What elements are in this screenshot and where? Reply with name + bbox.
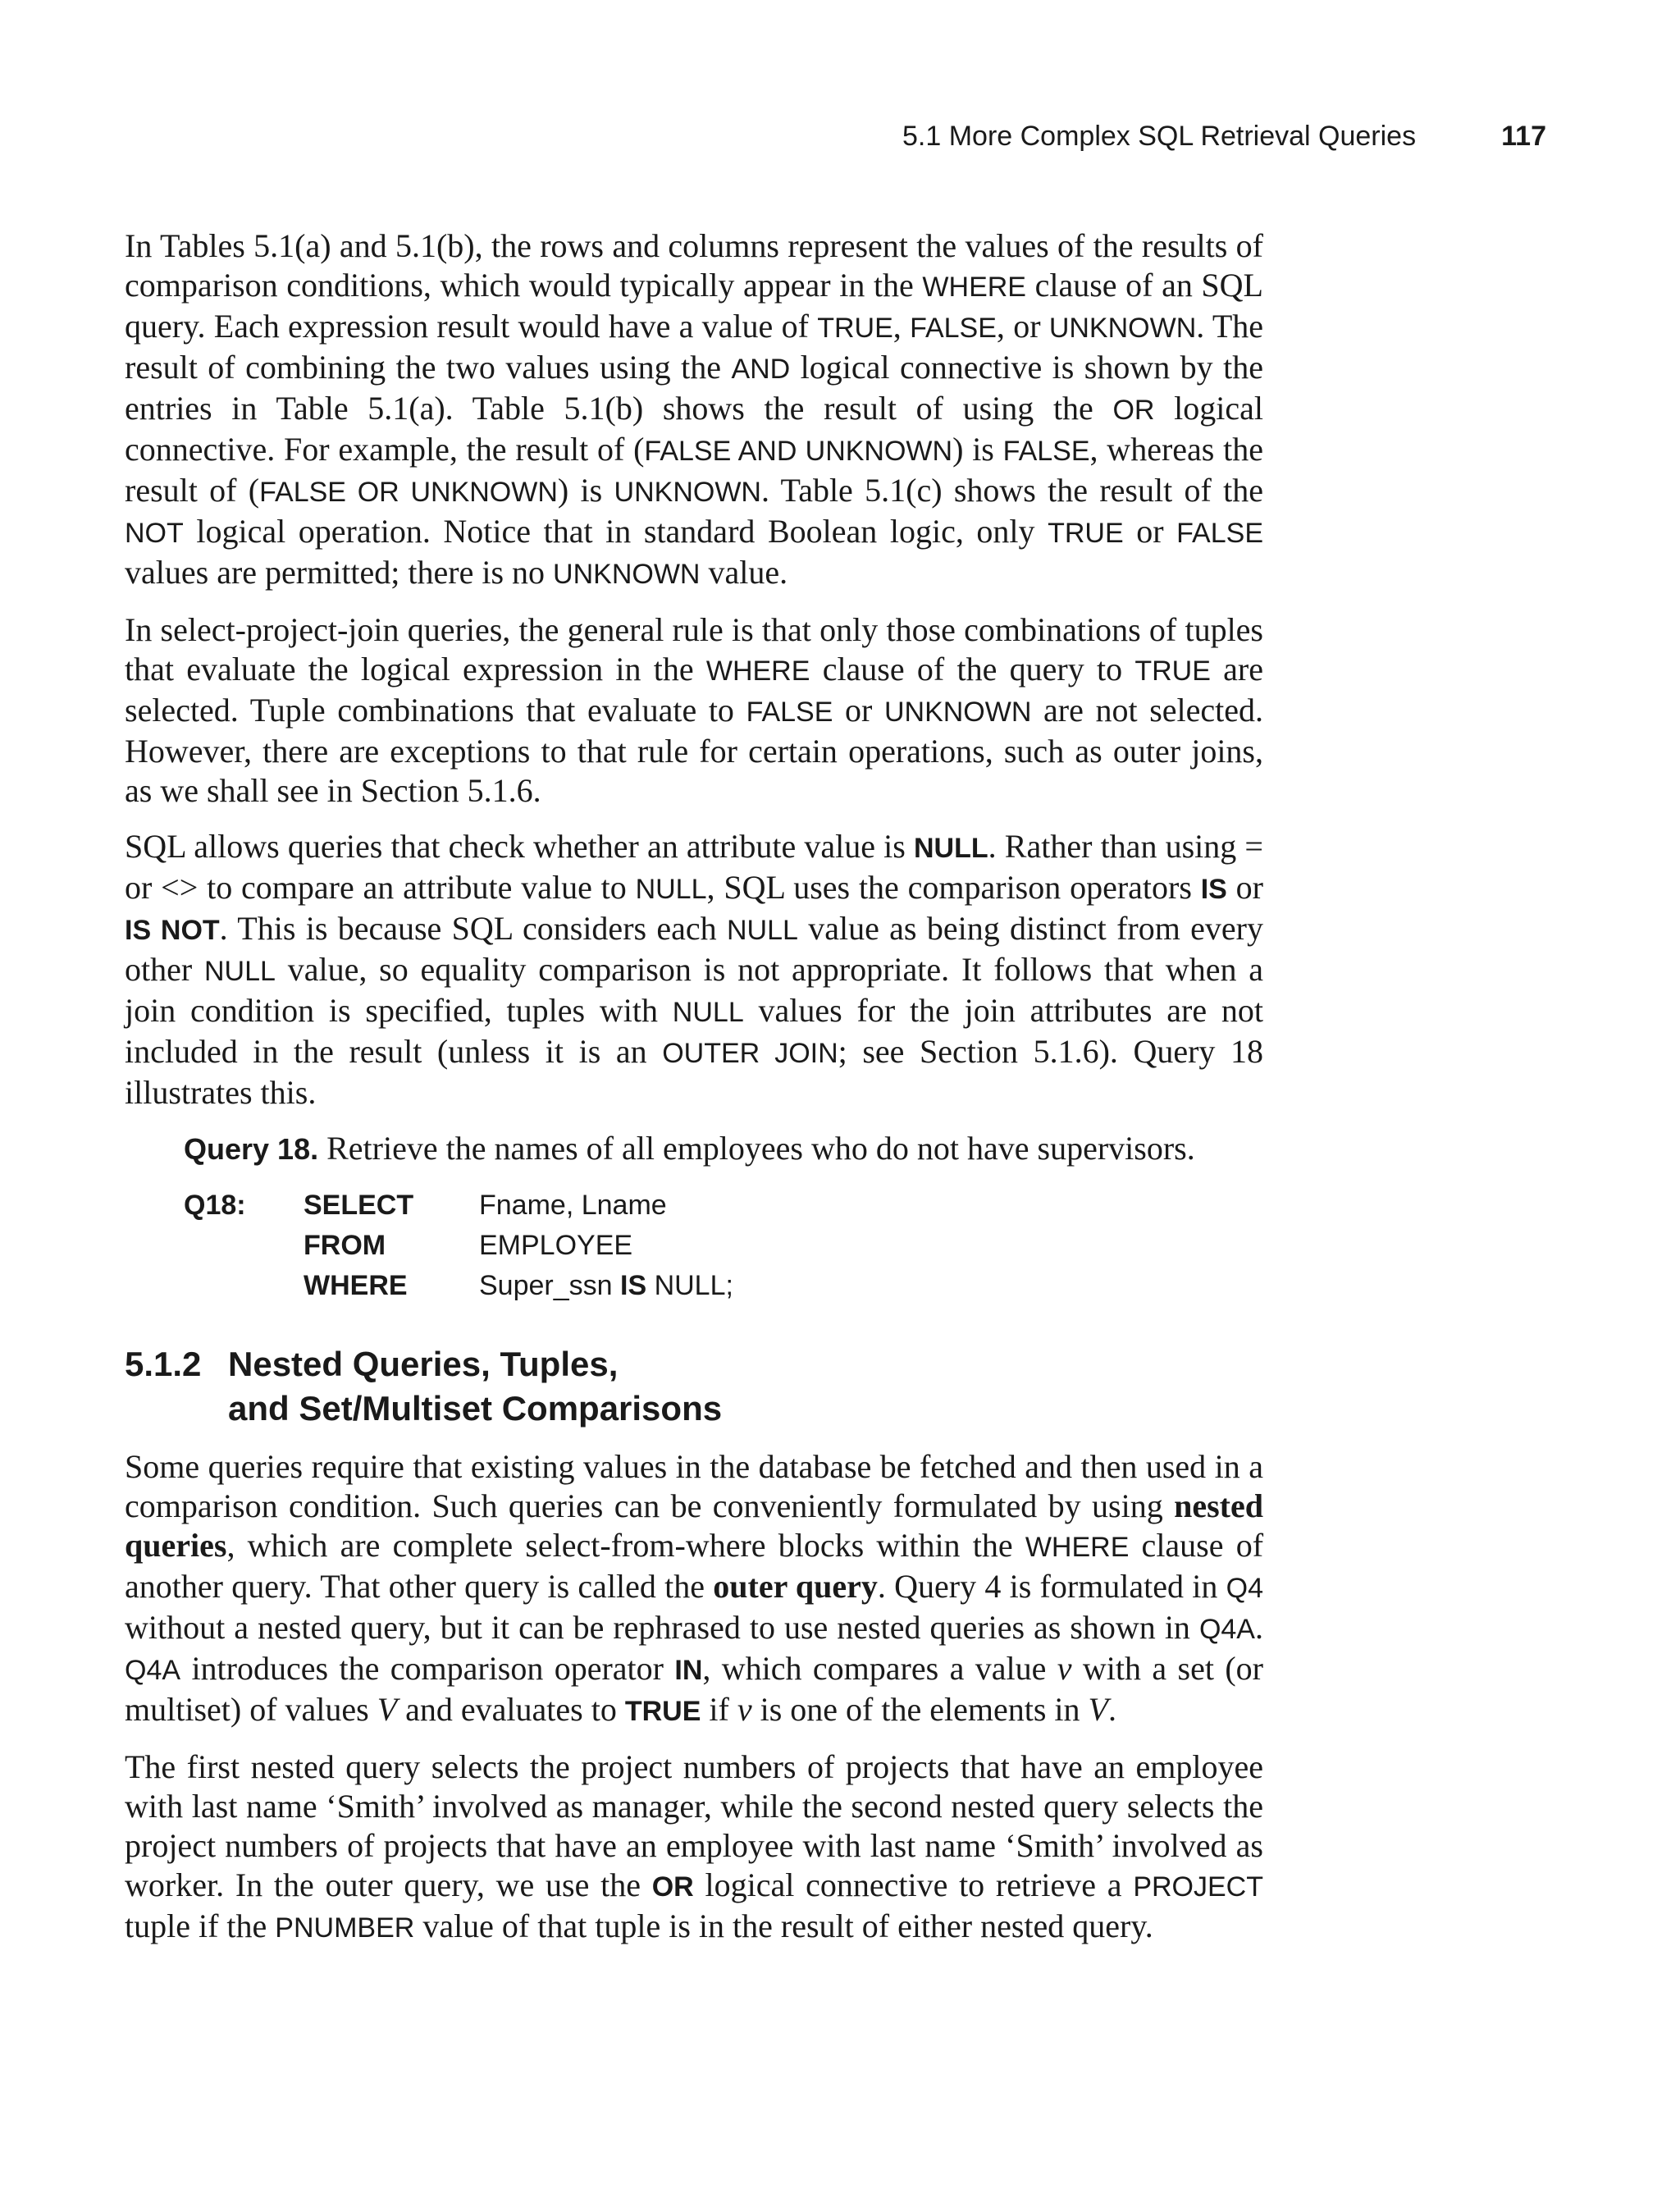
query-description: Retrieve the names of all employees who do not have supervisors. [318,1130,1195,1167]
keyword-bold: IS [1200,874,1227,905]
sql-clause: Super_ssn IS NULL; [479,1270,733,1301]
keyword: Q4A [125,1655,181,1686]
term-bold: outer query [713,1568,878,1605]
sql-row [184,1266,733,1306]
keyword: OR [1112,395,1155,426]
sql-clause: EMPLOYEE [479,1230,633,1261]
query-label: Query 18. [184,1132,319,1166]
section-heading [125,1342,1263,1431]
running-title: 5.1 More Complex SQL Retrieval Queries [902,121,1417,152]
keyword: FALSE [1176,518,1263,549]
keyword: AND [731,354,791,385]
keyword: FALSE [746,697,833,728]
running-head [902,118,1546,154]
keyword: TRUE [1134,656,1211,687]
paragraph-select-project-join: In select-project-join queries, the general rule is that only those combinations of tuples that evaluate the logical expression in the WHERE clause of the query to TRUE are selected. Tuple combinations that evaluate to FALSE or UNKNOWN are not selected. However, there are exceptions to that rule for certain operations, such as outer joins, as we shall see in Section 5.1.6. [125,611,1264,809]
keyword-bold: OR [651,1871,694,1903]
keyword: Q4A [1198,1614,1255,1645]
keyword: TRUE [1048,518,1124,549]
section-number: 5.1.2 [125,1345,202,1383]
keyword: PNUMBER [275,1912,415,1944]
keyword: UNKNOWN [614,477,761,508]
variable: V [377,1691,398,1728]
paragraph-null-comparison: SQL allows queries that check whether an attribute value is NULL. Rather than using = or <> to compare an attribute value to NULL, SQL uses the comparison operators IS or IS NOT. This is because SQL considers each NULL value as being distinct from every other NULL value, so equality comparison is not appropriate. It follows that when a join condition is specified, tuples with NULL values for the join attributes are not included in the result (unless it is an OUTER JOIN; see Section 5.1.6). Query 18 illustrates this. [125,828,1264,1111]
keyword: FALSE [910,313,997,344]
body-text [125,226,1263,1964]
sql-keyword: WHERE [304,1270,408,1301]
keyword: FALSE AND UNKNOWN [644,436,953,467]
sql-row [184,1226,733,1266]
keyword: NOT [125,518,184,549]
keyword: TRUE [817,313,893,344]
section-title-line2: and Set/Multiset Comparisons [228,1389,723,1428]
keyword: PROJECT [1133,1871,1263,1903]
term-bold: nested queries [125,1487,1263,1564]
variable: V [1088,1691,1108,1728]
keyword: NULL [635,874,707,905]
variable: v [1057,1650,1072,1687]
keyword-bold: NULL [913,833,988,864]
paragraph-nested-queries: Some queries require that existing values in the database be fetched and then used in a comparison condition. Such queries can be conveniently formulated by using nested queries, which are complete select-from-where blocks within the WHERE clause of another query. That other query is called the outer query. Query 4 is formulated in Q4 without a nested query, but it can be rephrased to use nested queries as shown in Q4A. Q4A introduces the comparison operator IN, which compares a value v with a set (or multiset) of values V and evaluates to TRUE if v is one of the elements in V. [125,1448,1264,1728]
query-18-heading [184,1129,1263,1169]
paragraph-truth-tables: In Tables 5.1(a) and 5.1(b), the rows and columns represent the values of the results of comparison conditions, which would typically appear in the WHERE clause of an SQL query. Each expression result would have a value of TRUE, FALSE, or UNKNOWN. The result of combining the two values using the AND logical connective is shown by the entries in Table 5.1(a). Table 5.1(b) shows the result of using the OR logical connective. For example, the result of (FALSE AND UNKNOWN) is FALSE, whereas the result of (FALSE OR UNKNOWN) is UNKNOWN. Table 5.1(c) shows the result of the NOT logical operation. Notice that in standard Boolean logic, only TRUE or FALSE values are permitted; there is no UNKNOWN value. [125,227,1264,591]
query-id: Q18: [184,1190,246,1221]
keyword: OUTER JOIN [662,1038,838,1069]
keyword: FALSE OR UNKNOWN [259,477,558,508]
keyword: UNKNOWN [1048,313,1197,344]
keyword-bold: IN [674,1655,703,1686]
paragraph-nested-explanation: The first nested query selects the project numbers of projects that have an employee with last name ‘Smith’ involved as manager, while the second nested query selects the project numbers of projects that have an employee with last name ‘Smith’ involved as worker. In the outer query, we use the OR logical connective to retrieve a PROJECT tuple if the PNUMBER value of that tuple is in the result of either nested query. [125,1748,1263,1944]
keyword: WHERE [705,656,810,687]
query-18-sql [184,1186,733,1306]
keyword: NULL [672,997,744,1028]
keyword-bold: IS NOT [125,915,220,946]
keyword: NULL [726,915,798,946]
variable: v [737,1691,752,1728]
sql-row [184,1186,733,1226]
keyword: WHERE [922,272,1026,303]
section-title-line1: Nested Queries, Tuples, [228,1345,619,1383]
keyword: WHERE [1025,1532,1130,1563]
keyword: FALSE [1002,436,1090,467]
keyword: UNKNOWN [883,697,1032,728]
keyword-bold: TRUE [624,1696,701,1727]
keyword: UNKNOWN [553,559,701,590]
sql-keyword: SELECT [304,1190,414,1221]
keyword: NULL [204,956,276,987]
sql-keyword: FROM [304,1230,386,1261]
sql-clause: Fname, Lname [479,1190,667,1221]
page-number: 117 [1501,121,1546,152]
keyword: Q4 [1226,1573,1264,1604]
